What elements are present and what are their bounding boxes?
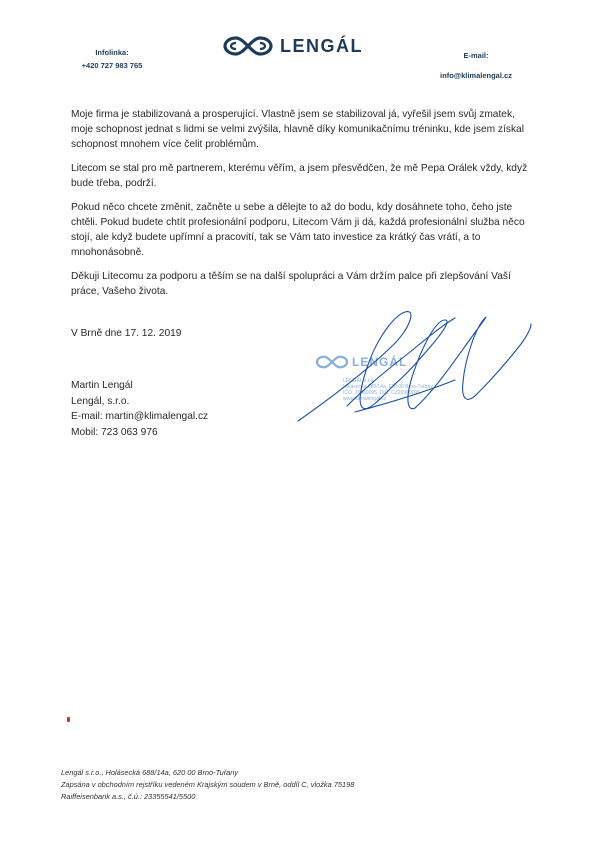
- footer-line: Lengál s.r.o., Holásecká 688/14a, 620 00 Brno-Tuřany: [61, 768, 239, 777]
- footer-line: Zapsána v obchodním rejstříku vedeném Krajským soudem v Brně, oddíl C, vložka 75198: [61, 780, 355, 789]
- paragraph: Pokud něco chcete změnit, začněte u sebe a dělejte to až do bodu, kdy dosáhnete toho, čeho jste chtěli. Pokud budete chtít profesionální podporu, Litecom Vám ji dá, každá profesionální služba něco stojí, ale když budete upřímní a pracovití, tak se Vám tato investice za krátký čas vrátí, a to mnohonásobně.: [71, 202, 525, 258]
- signatory-name: Martin Lengál: [71, 380, 133, 391]
- hotline-number: +420 727 983 765: [81, 61, 143, 70]
- footer-line: Raiffeisenbank a.s., č.ú.: 23355541/5500: [61, 792, 196, 801]
- brand-logo: [222, 32, 363, 60]
- stamp-line: Holásecká 688/14a, 620 00 Brno-Tuřany: [343, 384, 433, 390]
- signatory-email[interactable]: E-mail: martin@klimalengal.cz: [71, 411, 209, 422]
- paragraph: Moje firma je stabilizovaná a prosperující. Vlastně jsem se stabilizoval já, vyřešil jsem svůj zmatek, moje schopnost jednat s lidmi se velmi zvýšila, hlavně díky komunikačnímu tréninku, kde jsem získal schopnost mnohem více čelit problémům.: [71, 109, 524, 150]
- signatory-block: [71, 378, 208, 440]
- signatory-phone: Mobil: 723 063 976: [71, 426, 158, 438]
- letter-body: [71, 107, 531, 308]
- paragraph: Děkuji Litecomu za podporu a těším se na další spolupráci a Vám držím palce při zlepšování Vaší práce, Vašeho života.: [71, 271, 511, 297]
- margin-mark: [67, 717, 70, 722]
- email-block: [426, 46, 526, 86]
- stamp-brand: LENGÁL: [352, 355, 408, 369]
- signatory-company: Lengál, s.r.o.: [71, 395, 130, 407]
- letter-date: V Brně dne 17. 12. 2019: [71, 328, 182, 339]
- stamp-line: LENGÁL s.r.o.: [343, 378, 375, 384]
- hotline-block: [72, 46, 152, 72]
- brand-name: LENGÁL: [280, 35, 363, 56]
- email-label: E-mail:: [463, 51, 489, 60]
- company-footer: [61, 767, 354, 803]
- paragraph: Litecom se stal pro mě partnerem, kterému věřím, a jsem přesvědčen, že mě Pepa Orálek vždy, když bude třeba, podrží.: [71, 163, 528, 189]
- hotline-label: Infolinka:: [95, 48, 129, 57]
- stamp-line: www.klimalengal.cz: [343, 396, 387, 402]
- handwritten-signature-icon: [295, 300, 535, 430]
- stamp-line: IČO: 26960095, DIČ: CZ26960095: [343, 390, 420, 396]
- email-value[interactable]: info@klimalengal.cz: [440, 71, 512, 80]
- infinity-logo-icon: [222, 34, 274, 58]
